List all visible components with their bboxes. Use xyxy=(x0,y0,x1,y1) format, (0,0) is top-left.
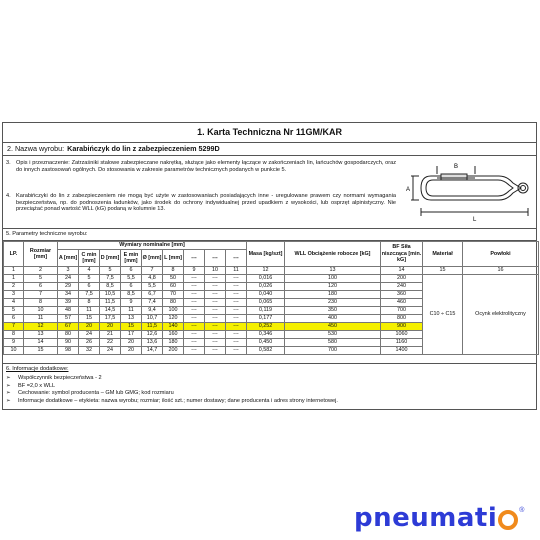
column-number: 3 xyxy=(58,267,79,275)
table-cell: 200 xyxy=(163,346,184,354)
table-cell: 17,5 xyxy=(100,314,121,322)
table-cell: 7,5 xyxy=(79,290,100,298)
table-cell: 0,065 xyxy=(247,298,285,306)
table-cell: --- xyxy=(205,306,226,314)
table-cell: 6 xyxy=(4,314,24,322)
arrow-bullet-icon: ➢ xyxy=(6,382,11,389)
table-cell: --- xyxy=(226,298,247,306)
additional-info xyxy=(3,363,536,408)
table-cell: 24 xyxy=(79,330,100,338)
table-cell: 11,5 xyxy=(142,322,163,330)
info-item: ➢ BF =2,0 x WLL xyxy=(6,382,56,389)
table-cell: 22 xyxy=(100,338,121,346)
table-cell: 900 xyxy=(381,322,423,330)
table-cell: --- xyxy=(205,314,226,322)
table-cell: 6 xyxy=(121,282,142,290)
table-cell: 240 xyxy=(381,282,423,290)
drawing-label-l: L xyxy=(473,217,477,223)
table-cell: 50 xyxy=(163,274,184,282)
table-cell: --- xyxy=(226,306,247,314)
table-cell: 10 xyxy=(4,346,24,354)
table-cell: 20 xyxy=(100,322,121,330)
table-cell: 15 xyxy=(121,322,142,330)
table-cell: 90 xyxy=(58,338,79,346)
table-cell: 8 xyxy=(24,298,58,306)
sheet-title: 1. Karta Techniczna Nr 11GM/KAR xyxy=(3,123,536,143)
table-cell: 450 xyxy=(285,322,381,330)
table-cell: 8 xyxy=(79,298,100,306)
table-cell: 350 xyxy=(285,306,381,314)
table-cell: 21 xyxy=(100,330,121,338)
table-cell: 7 xyxy=(4,322,24,330)
table-cell: 8 xyxy=(4,330,24,338)
table-cell: 140 xyxy=(163,322,184,330)
table-row xyxy=(4,274,539,282)
table-cell: 20 xyxy=(121,338,142,346)
table-cell: 48 xyxy=(58,306,79,314)
table-cell: --- xyxy=(184,282,205,290)
params-heading: 5. Parametry techniczne wyrobu: xyxy=(3,229,536,241)
header-lp: LP. xyxy=(4,242,24,267)
table-cell: --- xyxy=(205,298,226,306)
table-cell: 0,016 xyxy=(247,274,285,282)
subheader-dim: --- xyxy=(205,250,226,267)
info-item: ➢ Współczynnik bezpieczeństwa - 2 xyxy=(6,374,102,381)
table-cell: 1160 xyxy=(381,338,423,346)
table-cell: 17 xyxy=(121,330,142,338)
table-cell: 15 xyxy=(79,314,100,322)
header-masa: Masa [kg/szt] xyxy=(247,242,285,267)
table-cell: 180 xyxy=(163,338,184,346)
table-cell: 100 xyxy=(285,274,381,282)
header-powloki: Powłoki xyxy=(463,242,539,267)
table-cell: 24 xyxy=(100,346,121,354)
coating-cell: Ocynk elektrolityczny xyxy=(463,274,539,354)
table-cell: --- xyxy=(205,282,226,290)
table-cell: --- xyxy=(205,290,226,298)
table-cell: 80 xyxy=(163,298,184,306)
table-cell: 60 xyxy=(163,282,184,290)
subheader-dim: L [mm] xyxy=(163,250,184,267)
subheader-dim: --- xyxy=(184,250,205,267)
table-cell: 200 xyxy=(381,274,423,282)
table-cell: 11 xyxy=(121,306,142,314)
header-wll: WLL Obciążenie robocze [kG] xyxy=(285,242,381,267)
table-cell: 700 xyxy=(381,306,423,314)
table-cell: --- xyxy=(226,322,247,330)
table-cell: 11 xyxy=(24,314,58,322)
arrow-bullet-icon: ➢ xyxy=(6,398,11,405)
description-paragraph: 3. Opis i przeznaczenie: Zatrzaśniki stalowe zabezpieczane nakrętką, służące jako elementy łączące w zakończeniach lin, łańcuchów gospodarczych, oraz do innych zastosowań ogólnych. Do stosowania w zakresie parametrów technicznych podanych w punkcie 5. xyxy=(6,160,396,173)
drawing-label-b: B xyxy=(454,164,459,170)
table-cell: 20 xyxy=(79,322,100,330)
column-number: 8 xyxy=(163,267,184,275)
table-cell: 0,450 xyxy=(247,338,285,346)
table-cell: 14 xyxy=(24,338,58,346)
table-cell: 10,7 xyxy=(142,314,163,322)
column-number: 9 xyxy=(184,267,205,275)
table-cell: --- xyxy=(184,274,205,282)
table-cell: --- xyxy=(184,306,205,314)
table-cell: 20 xyxy=(121,346,142,354)
restriction-paragraph: 4. Karabińczyki do lin z zabezpieczeniem nie mogą być użyte w zastosowaniach posiadających inne - uregulowane prawem czy normami wymagania bezpieczeństwa, np. do podnoszenia ładunków, jako środek do ochrony indywidualnej przed upadkiem z wysokości, lub osprzęt alpinistyczny. Nie przeciążać ponad wartość WLL (kG) podaną w kolumnie 13. xyxy=(6,193,396,213)
column-number: 12 xyxy=(247,267,285,275)
table-cell: 160 xyxy=(163,330,184,338)
info-item: ➢ Informacje dodatkowe – etykieta: nazwa wyrobu; rozmiar; ilość szt.; numer dostawy; dane producenta i adres strony internetowej. xyxy=(6,398,338,405)
product-name: Karabińczyk do lin z zabezpieczeniem 5299D xyxy=(67,143,220,153)
table-cell: --- xyxy=(226,330,247,338)
table-cell: 13,6 xyxy=(142,338,163,346)
table-cell: 26 xyxy=(79,338,100,346)
header-dimensions: Wymiary nominalne [mm] xyxy=(58,242,247,250)
column-number: 14 xyxy=(381,267,423,275)
table-cell: 13 xyxy=(24,330,58,338)
table-cell: 14,7 xyxy=(142,346,163,354)
info-heading: 6. Informacje dodatkowe: xyxy=(6,366,69,372)
table-cell: 24 xyxy=(58,274,79,282)
table-cell: 98 xyxy=(58,346,79,354)
table-cell: 8,5 xyxy=(121,290,142,298)
table-cell: 0,177 xyxy=(247,314,285,322)
column-number: 4 xyxy=(79,267,100,275)
table-cell: --- xyxy=(184,322,205,330)
table-cell: 400 xyxy=(285,314,381,322)
table-cell: 11 xyxy=(79,306,100,314)
column-number: 1 xyxy=(4,267,24,275)
logo-ring-icon xyxy=(498,510,518,530)
table-cell: --- xyxy=(205,274,226,282)
column-number: 16 xyxy=(463,267,539,275)
table-cell: --- xyxy=(226,282,247,290)
table-cell: --- xyxy=(205,322,226,330)
table-cell: 0,582 xyxy=(247,346,285,354)
table-cell: 13 xyxy=(121,314,142,322)
subheader-dim: A [mm] xyxy=(58,250,79,267)
header-bf: BF Siła niszcząca [min. kG] xyxy=(381,242,423,267)
table-cell: 700 xyxy=(285,346,381,354)
table-cell: 1060 xyxy=(381,330,423,338)
table-cell: 10,5 xyxy=(100,290,121,298)
table-cell: 7 xyxy=(24,290,58,298)
column-number: 13 xyxy=(285,267,381,275)
table-cell: 80 xyxy=(58,330,79,338)
arrow-bullet-icon: ➢ xyxy=(6,390,11,397)
column-number: 6 xyxy=(121,267,142,275)
description-section xyxy=(3,156,536,229)
column-number: 7 xyxy=(142,267,163,275)
table-cell: 5,5 xyxy=(121,274,142,282)
table-cell: --- xyxy=(184,330,205,338)
table-cell: 6 xyxy=(79,282,100,290)
table-cell: 230 xyxy=(285,298,381,306)
logo-text: pneumati xyxy=(354,503,498,533)
table-cell: 70 xyxy=(163,290,184,298)
table-cell: 9,4 xyxy=(142,306,163,314)
table-cell: 0,119 xyxy=(247,306,285,314)
material-cell: C10 ÷ C15 xyxy=(423,274,463,354)
table-cell: 9 xyxy=(121,298,142,306)
table-cell: 530 xyxy=(285,330,381,338)
table-cell: 4,8 xyxy=(142,274,163,282)
table-cell: 5,5 xyxy=(142,282,163,290)
table-cell: 14,5 xyxy=(100,306,121,314)
table-cell: 39 xyxy=(58,298,79,306)
table-cell: 0,346 xyxy=(247,330,285,338)
table-cell: 360 xyxy=(381,290,423,298)
table-cell: --- xyxy=(184,314,205,322)
column-number: 10 xyxy=(205,267,226,275)
table-cell: 5 xyxy=(4,306,24,314)
table-cell: --- xyxy=(205,346,226,354)
parameters-table xyxy=(3,241,539,355)
table-cell: 120 xyxy=(163,314,184,322)
column-number: 11 xyxy=(226,267,247,275)
table-cell: 15 xyxy=(24,346,58,354)
table-cell: 67 xyxy=(58,322,79,330)
table-cell: 2 xyxy=(4,282,24,290)
table-cell: --- xyxy=(184,298,205,306)
table-cell: 4 xyxy=(4,298,24,306)
header-rozmiar: Rozmiar [mm] xyxy=(24,242,58,267)
table-cell: 32 xyxy=(79,346,100,354)
table-cell: --- xyxy=(205,338,226,346)
table-cell: --- xyxy=(226,346,247,354)
header-material: Materiał xyxy=(423,242,463,267)
table-cell: 5 xyxy=(79,274,100,282)
technical-sheet xyxy=(2,122,537,410)
table-cell: 460 xyxy=(381,298,423,306)
table-cell: 0,026 xyxy=(247,282,285,290)
table-cell: --- xyxy=(184,338,205,346)
subheader-dim: --- xyxy=(226,250,247,267)
table-cell: 580 xyxy=(285,338,381,346)
table-cell: 800 xyxy=(381,314,423,322)
table-cell: 7,4 xyxy=(142,298,163,306)
product-label: 2. Nazwa wyrobu: xyxy=(7,143,65,153)
table-cell: 8,5 xyxy=(100,282,121,290)
column-number: 5 xyxy=(100,267,121,275)
column-number: 2 xyxy=(24,267,58,275)
table-cell: 6 xyxy=(24,282,58,290)
table-cell: 5 xyxy=(24,274,58,282)
table-cell: --- xyxy=(226,338,247,346)
table-cell: 120 xyxy=(285,282,381,290)
product-name-row xyxy=(3,143,536,156)
column-number: 15 xyxy=(423,267,463,275)
registered-mark: ® xyxy=(519,507,525,514)
table-cell: --- xyxy=(184,346,205,354)
table-cell: 7,5 xyxy=(100,274,121,282)
table-cell: 57 xyxy=(58,314,79,322)
table-cell: --- xyxy=(226,290,247,298)
table-cell: 3 xyxy=(4,290,24,298)
table-cell: --- xyxy=(184,290,205,298)
drawing-label-a: A xyxy=(406,187,411,193)
carabiner-drawing xyxy=(403,160,535,224)
table-cell: 10 xyxy=(24,306,58,314)
subheader-dim: C min [mm] xyxy=(79,250,100,267)
table-cell: 12 xyxy=(24,322,58,330)
arrow-bullet-icon: ➢ xyxy=(6,374,11,381)
table-cell: 11,5 xyxy=(100,298,121,306)
table-cell: 0,040 xyxy=(247,290,285,298)
table-cell: --- xyxy=(226,274,247,282)
pneumatico-logo xyxy=(354,500,540,536)
table-cell: --- xyxy=(205,330,226,338)
info-list xyxy=(6,375,533,405)
table-cell: 29 xyxy=(58,282,79,290)
table-cell: 6,7 xyxy=(142,290,163,298)
table-cell: 34 xyxy=(58,290,79,298)
table-cell: 12,6 xyxy=(142,330,163,338)
table-cell: 0,252 xyxy=(247,322,285,330)
subheader-dim: Ø [mm] xyxy=(142,250,163,267)
subheader-dim: D [mm] xyxy=(100,250,121,267)
table-cell: 1400 xyxy=(381,346,423,354)
info-item: ➢ Cechowanie: symbol producenta – GM lub GMG; kod rozmiaru xyxy=(6,390,174,397)
table-cell: 9 xyxy=(4,338,24,346)
table-cell: 180 xyxy=(285,290,381,298)
table-cell: --- xyxy=(226,314,247,322)
table-cell: 100 xyxy=(163,306,184,314)
subheader-dim: E min [mm] xyxy=(121,250,142,267)
table-cell: 1 xyxy=(4,274,24,282)
